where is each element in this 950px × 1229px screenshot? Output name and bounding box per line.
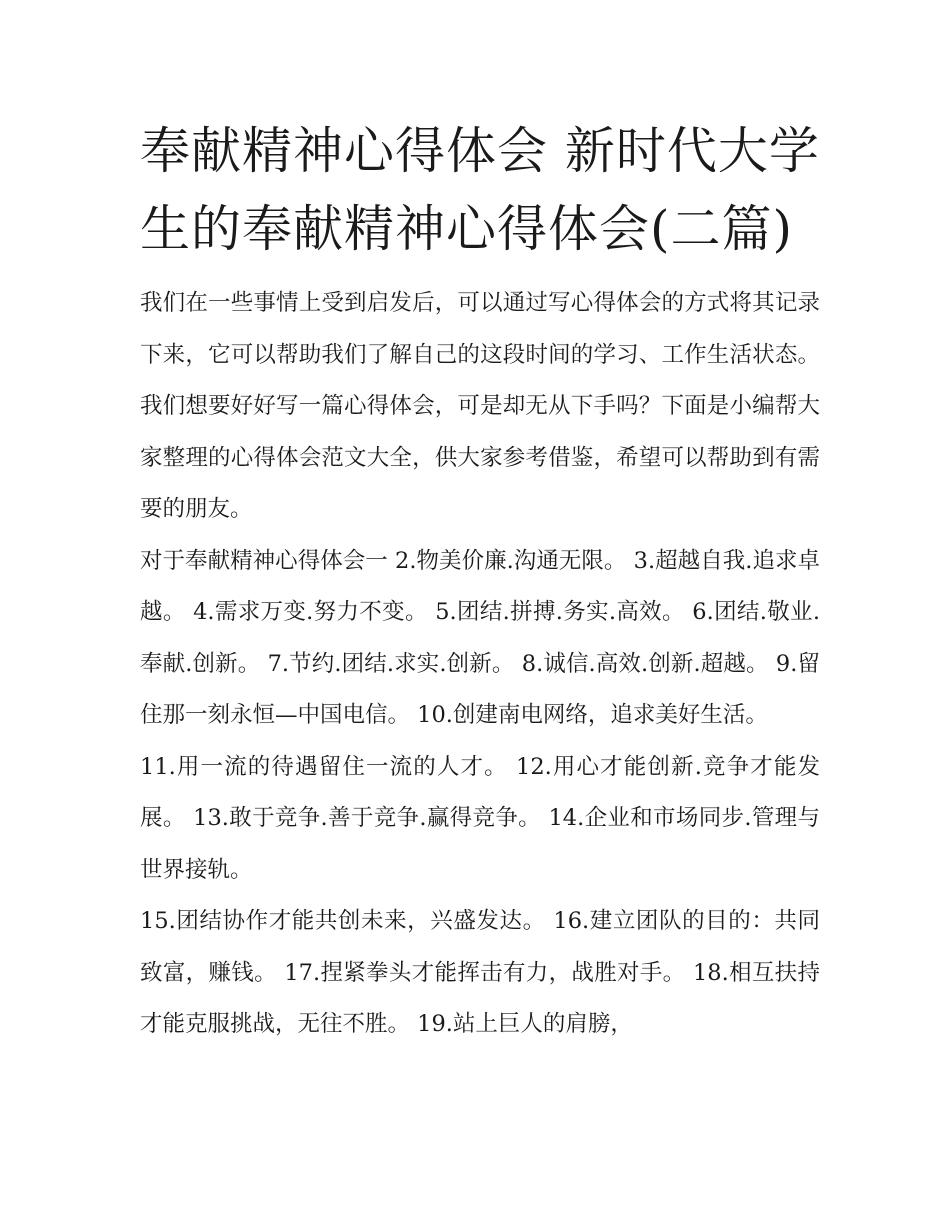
intro-paragraph: 我们在一些事情上受到启发后，可以通过写心得体会的方式将其记录下来，它可以帮助我们了解自己的这段时间的学习、工作生活状态。我们想要好好写一篇心得体会，可是却无从下手吗？下面是小编帮大家整理的心得体会范文大全，供大家参考借鉴，希望可以帮助到有需要的朋友。 [140,290,820,522]
slogan-paragraph-3: 15.团结协作才能共创未来，兴盛发达。 16.建立团队的目的：共同致富，赚钱。 17.捏紧拳头才能挥击有力，战胜对手。 18.相互扶持才能克服挑战，无往不胜。 19.站上巨人的肩膀， [140,908,820,1037]
document-title: 奉献精神心得体会 新时代大学生的奉献精神心得体会(二篇) [140,122,820,258]
slogan-paragraph-1: 对于奉献精神心得体会一 2.物美价廉.沟通无限。 3.超越自我.追求卓越。 4.需求万变.努力不变。 5.团结.拼搏.务实.高效。 6.团结.敬业.奉献.创新。 7.节约.团结.求实.创新。 8.诚信.高效.创新.超越。 9.留住那一刻永恒—中国电信。 10.创建南电网络，追求美好生活。 [140,547,820,728]
slogan-paragraph-2: 11.用一流的待遇留住一流的人才。 12.用心才能创新.竞争才能发展。 13.敢于竞争.善于竞争.赢得竞争。 14.企业和市场同步.管理与世界接轨。 [140,753,820,883]
